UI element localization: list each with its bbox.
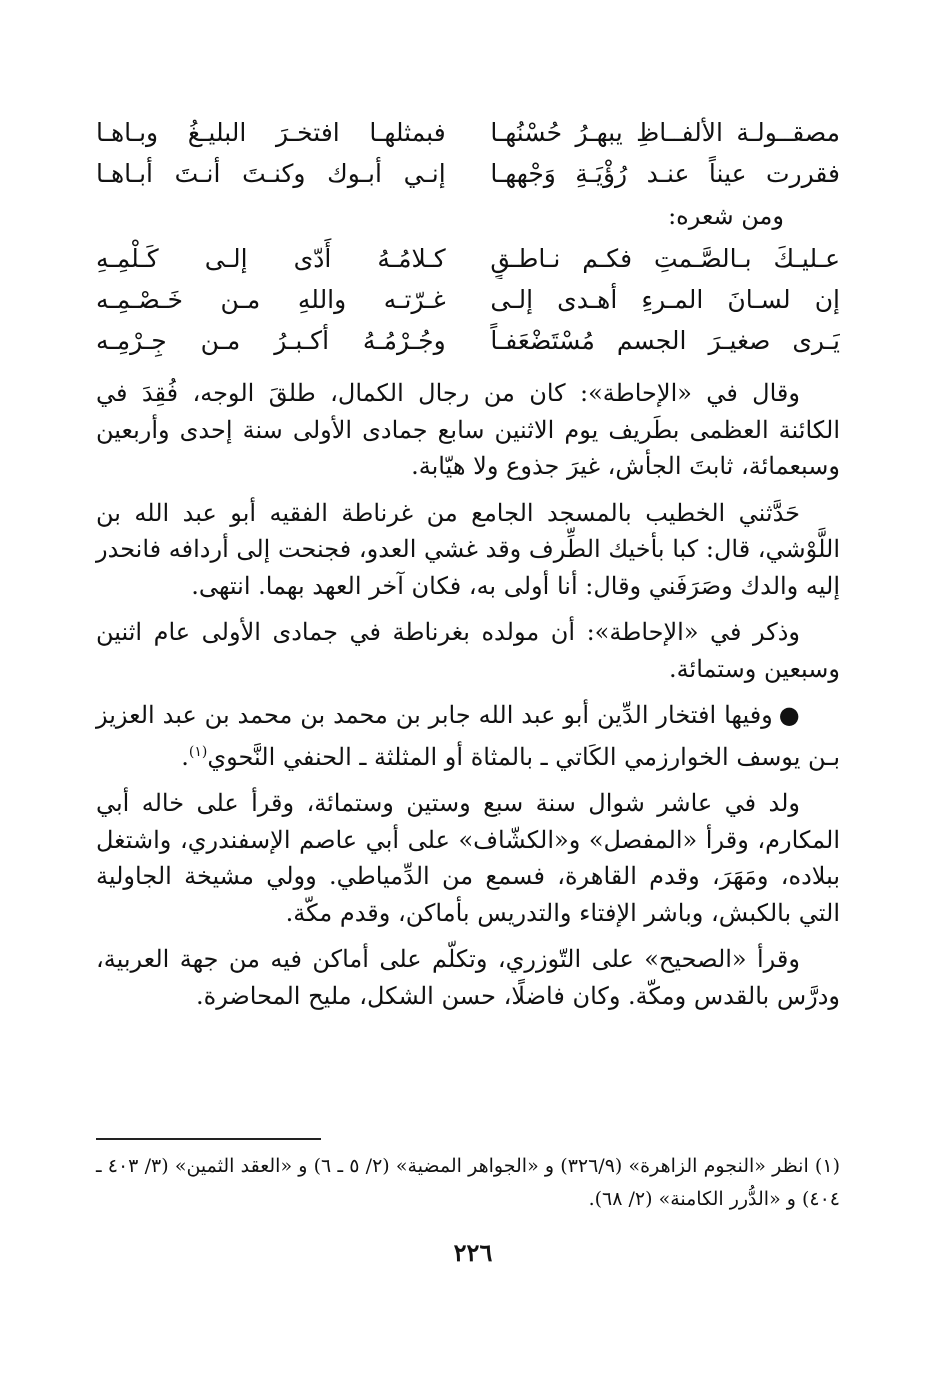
footnote: (١) انظر «النجوم الزاهرة» (٣٢٦/٩) و «الجواهر المضية» (٢/ ٥ ـ ٦) و «العقد الثمين» (٣/ ٤٠٣ ـ ٤٠٤) و «الدُّرر الكامنة» (٢/ ٦٨). xyxy=(96,1155,840,1210)
paragraph: وقال في «الإحاطة»: كان من رجال الكمال، طلقَ الوجه، فُقِدَ في الكائنة العظمى بطَريف يوم الاثنين سابع جمادى الأولى سنة إحدى وأربعين وسبعمائة، ثابتَ الجأش، غيرَ جذوع ولا هيّابة. xyxy=(96,379,840,480)
verse xyxy=(96,279,840,320)
entry-end: . xyxy=(181,742,189,771)
paragraph: وذكر في «الإحاطة»: أن مولده بغرناطة في جمادى الأولى عام اثنين وسبعين وستمائة. xyxy=(96,618,840,683)
paragraph: ولد في عاشر شوال سنة سبع وستين وستمائة، وقرأ على خاله أبي المكارم، وقرأ «المفصل» و«الكشّاف» على أبي عاصم الإسفندري، واشتغل ببلاده، ومَهَرَ، وقدم القاهرة، فسمع من الدِّمياطي. وولي مشيخة الجاولية التي بالكبش، وباشر الإفتاء والتدريس بأماكن، وقدم مكّة. xyxy=(96,789,840,927)
footnote-divider xyxy=(96,1138,321,1140)
verse xyxy=(96,238,840,279)
paragraph: حَدَّثني الخطيب بالمسجد الجامع من غرناطة الفقيه أبو عبد الله بن اللَّوْشي، قال: كبا بأخيك الطِّرف وقد غشي العدو، فجنحت إلى أردافه فانحدر إليه والدك وصَرَفَني وقال: أنا أولى به، فكان آخر العهد بهما. انتهى. xyxy=(96,498,840,600)
hemistich-right: مصقــولـة الألفــاظِ يبهـرُ حُسْنُهـا xyxy=(490,118,840,147)
poem-first xyxy=(96,112,840,194)
paragraph: وقرأ «الصحيح» على التّوزري، وتكلّم على أماكن فيه من جهة العربية، ودرَّس بالقدس ومكّة. وكان فاضلًا، حسن الشكل، مليح المحاضرة. xyxy=(96,945,840,1010)
hemistich-right: فقررت عيناً عنـد رُؤْيَـةِ وَجْههـا xyxy=(490,159,840,188)
poem-intro: ومن شعره: xyxy=(668,202,784,230)
hemistich-right: عـليـكَ بـالصَّـمتِ فكـم نـاطـقٍ xyxy=(490,244,840,273)
biography-entry xyxy=(96,697,840,775)
bullet-icon: ● xyxy=(778,701,800,729)
hemistich-left: كـلامُـهُ أَدّى إلـى كَـلْمِـهِ xyxy=(96,244,446,273)
footnote-reference[interactable]: (١) xyxy=(188,743,208,760)
verse xyxy=(96,320,840,361)
entry-text: وفيها افتخار الدِّين أبو عبد الله جابر بن محمد بن محمد بن عبد العزيز بـن يوسف الخوارزمي الكَاتي ـ بالمثاة أو المثلثة ـ الحنفي النَّحوي xyxy=(96,701,840,771)
hemistich-right: يَـرى صغيـرَ الجسم مُسْتَضْعَفـاً xyxy=(490,326,840,355)
poem-second xyxy=(96,238,840,361)
hemistich-left: فبمثلهـا افتخـرَ البليـغُ وبـاهـا xyxy=(96,118,446,147)
page-number: ٢٢٦ xyxy=(453,1238,493,1267)
hemistich-left: إنـي أبـوك وكنـتَ أنـتَ أبـاهـا xyxy=(96,159,446,188)
hemistich-left: وجُـرْمُـهُ أكـبـرُ مـن جِـرْمِـه xyxy=(96,326,446,355)
hemistich-left: غـرّتـه واللهِ مـن خَـصْـمِـه xyxy=(96,285,446,314)
verse xyxy=(96,153,840,194)
verse xyxy=(96,112,840,153)
hemistich-right: إن لسـانَ المـرءِ أهـدى إلـى xyxy=(490,285,840,314)
